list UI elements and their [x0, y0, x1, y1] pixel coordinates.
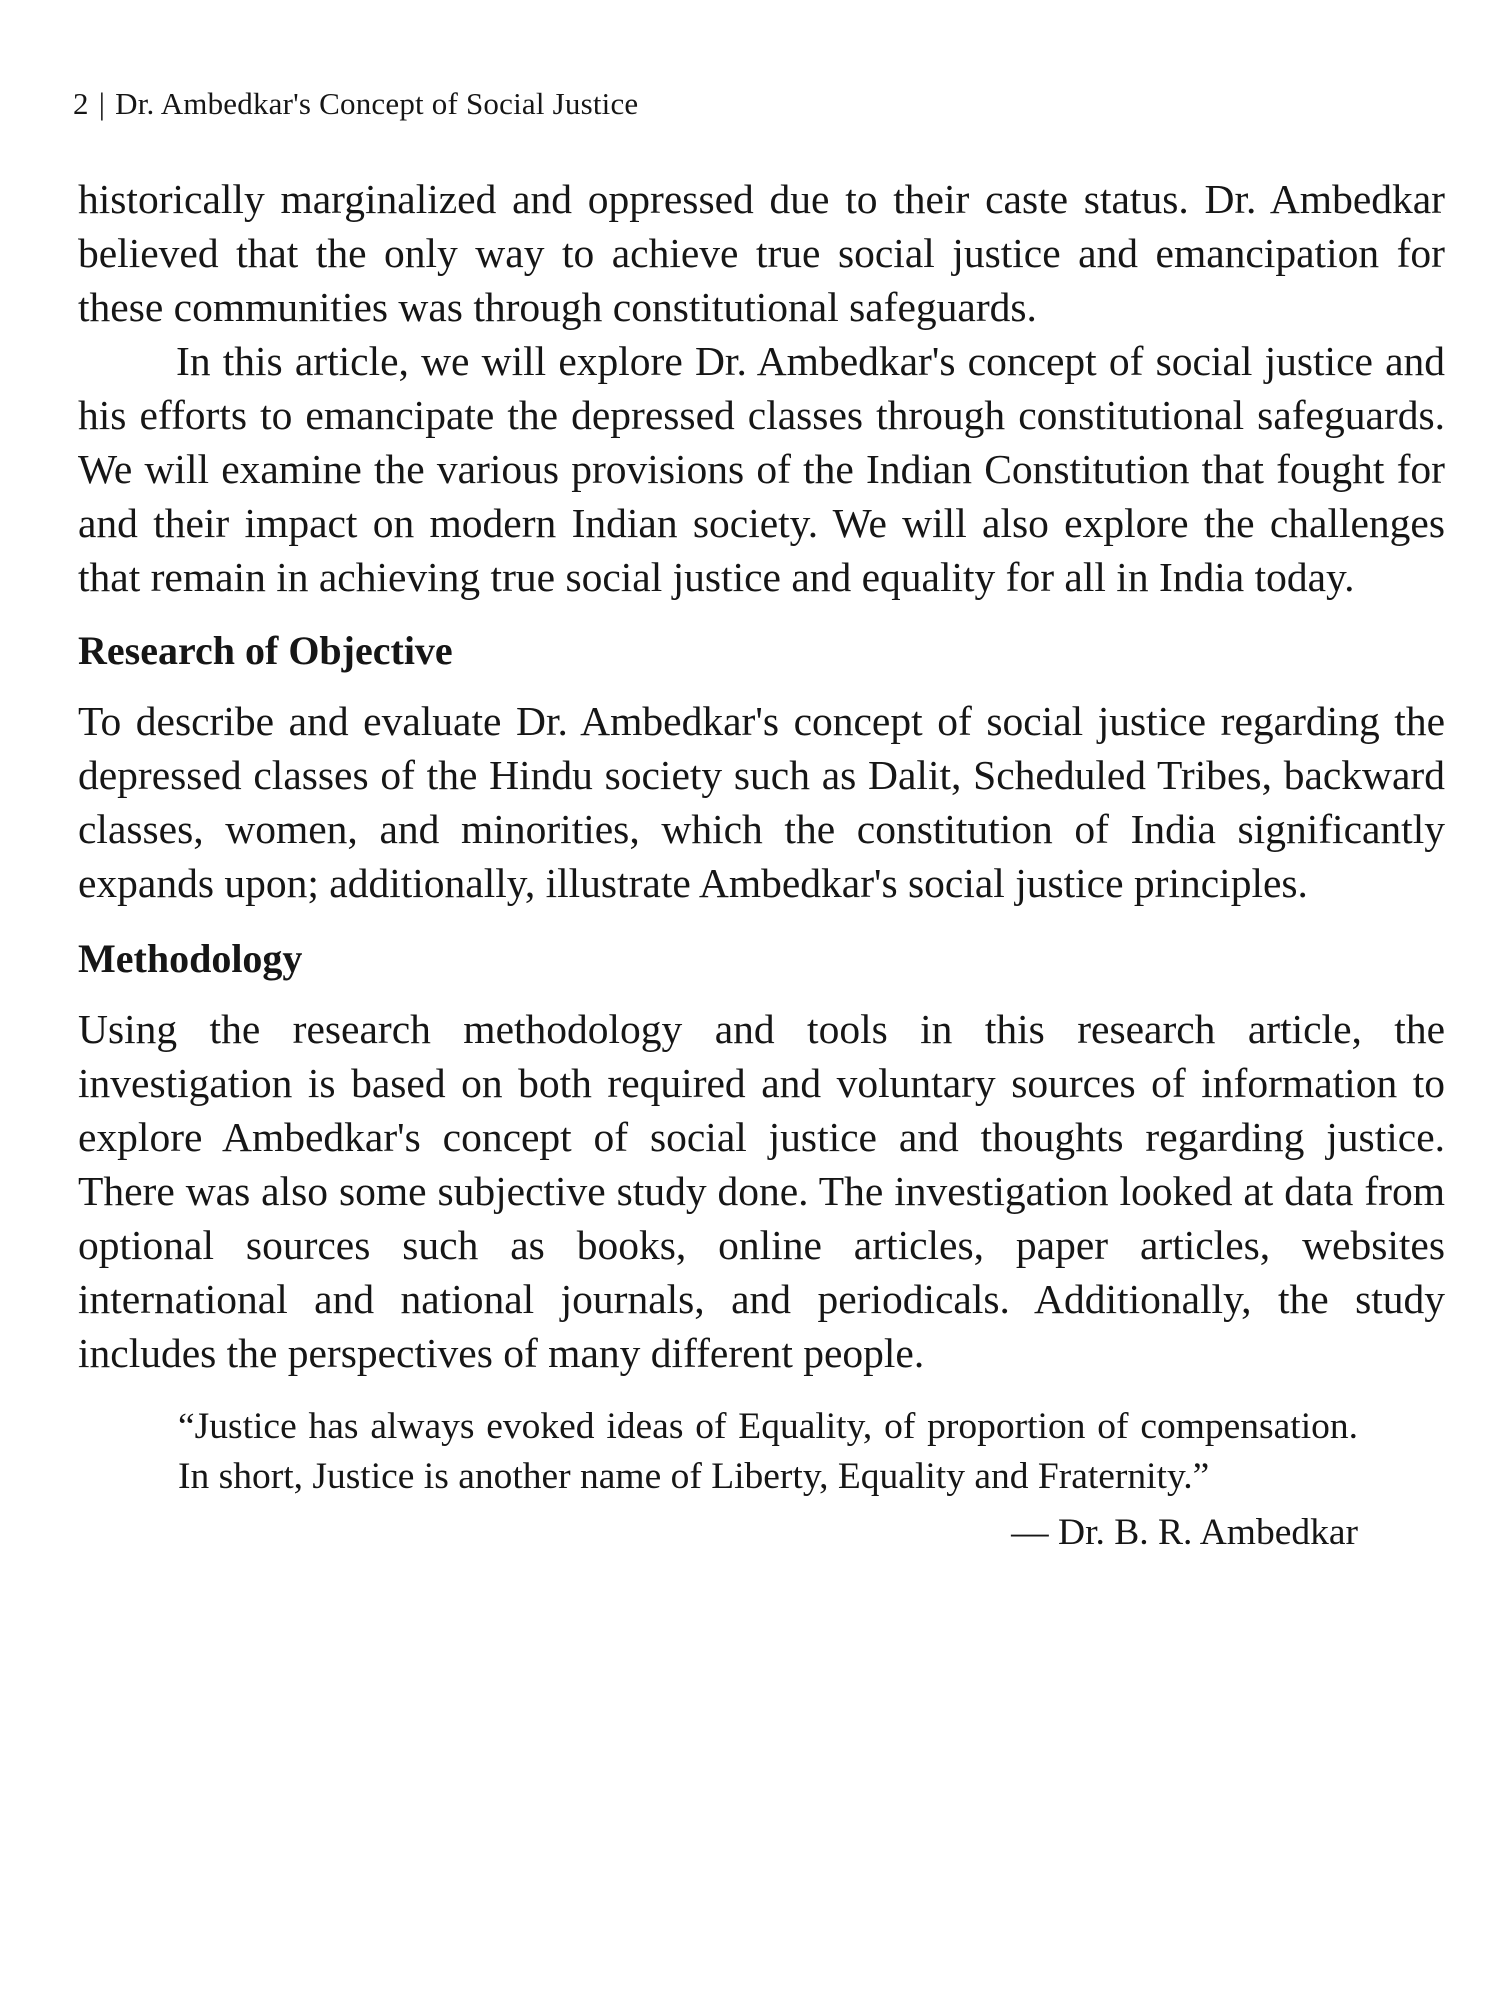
block-quote: “Justice has always evoked ideas of Equality, of proportion of compensation. In short, Justice is another name of Liberty, Equality and Fraternity.”: [178, 1406, 1358, 1497]
header-separator: |: [98, 86, 106, 121]
section-heading-methodology: Methodology: [78, 936, 303, 981]
main-content: [78, 172, 1445, 1558]
body-paragraph-continued: historically marginalized and oppressed due to their caste status. Dr. Ambedkar believed that the only way to achieve true social justice and emancipation for these communities was through constitutional safeguards.: [78, 176, 1445, 330]
running-title: Dr. Ambedkar's Concept of Social Justice: [115, 86, 639, 121]
methodology-paragraph: Using the research methodology and tools in this research article, the investigation is based on both required and voluntary sources of information to explore Ambedkar's concept of social justice and thoughts regarding justice. There was also some subjective study done. The investigation looked at data from optional sources such as books, online articles, paper articles, websites international and national journals, and periodicals. Additionally, the study includes the perspectives of many different people.: [78, 1006, 1445, 1376]
page-number: 2: [73, 86, 89, 121]
section-heading-research-objective: Research of Objective: [78, 628, 453, 673]
body-paragraph-intro: In this article, we will explore Dr. Ambedkar's concept of social justice and his efforts to emancipate the depressed classes through constitutional safeguards. We will examine the various provisions of the Indian Constitution that fought for and their impact on modern Indian society. We will also explore the challenges that remain in achieving true social justice and equality for all in India today.: [78, 338, 1445, 600]
research-objective-paragraph: To describe and evaluate Dr. Ambedkar's concept of social justice regarding the depressed classes of the Hindu society such as Dalit, Scheduled Tribes, backward classes, women, and minorities, which the constitution of India significantly expands upon; additionally, illustrate Ambedkar's social justice principles.: [78, 698, 1445, 906]
quote-attribution: — Dr. B. R. Ambedkar: [1011, 1512, 1358, 1553]
running-header: [73, 84, 638, 124]
